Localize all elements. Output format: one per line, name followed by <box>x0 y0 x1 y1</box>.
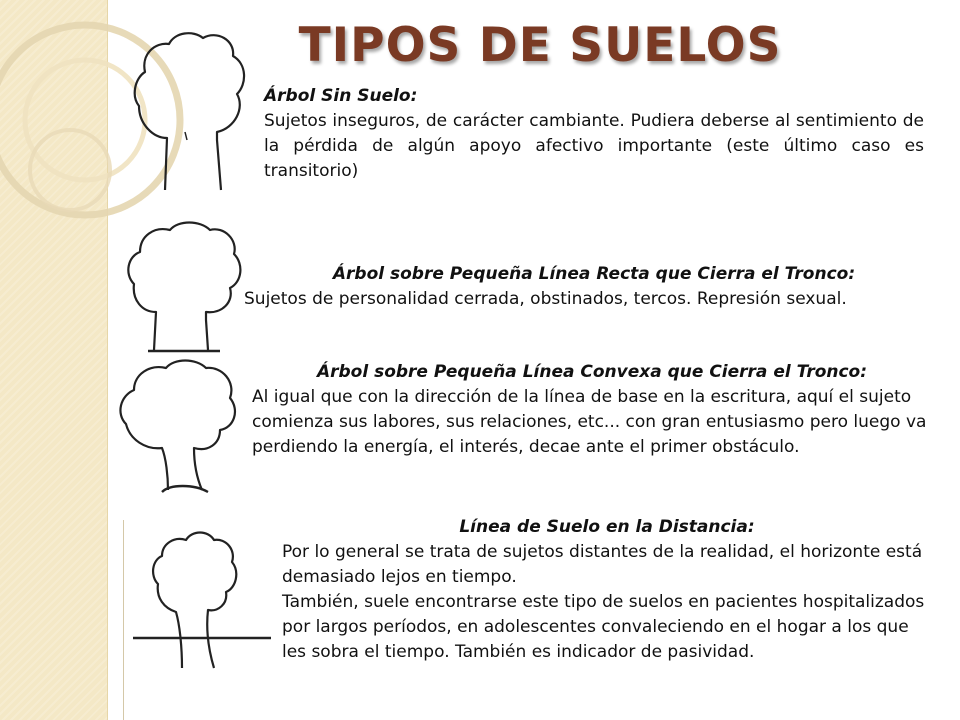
section-heading: Árbol Sin Suelo: <box>264 86 418 106</box>
section-description: Sujetos inseguros, de carácter cambiante. Pudiera deberse al sentimiento de la pérdida de algún apoyo afectivo importante (este último caso es transitorio) <box>264 111 924 181</box>
divider <box>123 520 124 720</box>
tree-convex-line-icon <box>112 358 252 508</box>
section-description: Sujetos de personalidad cerrada, obstinados, tercos. Represión sexual. <box>244 289 847 309</box>
section-convex-line <box>252 360 932 460</box>
section-no-ground <box>264 84 924 184</box>
tree-no-ground-icon <box>125 20 255 195</box>
tree-distant-ground-icon <box>128 528 273 678</box>
slide-title: TIPOS DE SUELOS <box>298 18 782 73</box>
section-heading: Línea de Suelo en la Distancia: <box>459 517 755 537</box>
section-heading: Árbol sobre Pequeña Línea Recta que Cierra el Tronco: <box>332 264 856 284</box>
section-description: Al igual que con la dirección de la línea de base en la escritura, aquí el sujeto comienza sus labores, sus relaciones, etc... con gran entusiasmo pero luego va perdiendo la energía, el interés, decae ante el primer obstáculo. <box>252 387 927 457</box>
section-description: También, suele encontrarse este tipo de suelos en pacientes hospitalizados por largos períodos, en adolescentes convaleciendo en el hogar a los que les sobra el tiempo. También es indicador de pasividad. <box>282 592 925 662</box>
section-distant-ground <box>282 515 932 665</box>
section-straight-line <box>244 262 934 312</box>
section-description: Por lo general se trata de sujetos distantes de la realidad, el horizonte está demasiado lejos en tiempo. <box>282 542 923 587</box>
section-heading: Árbol sobre Pequeña Línea Convexa que Cierra el Tronco: <box>316 362 868 382</box>
tree-straight-line-icon <box>120 220 250 360</box>
